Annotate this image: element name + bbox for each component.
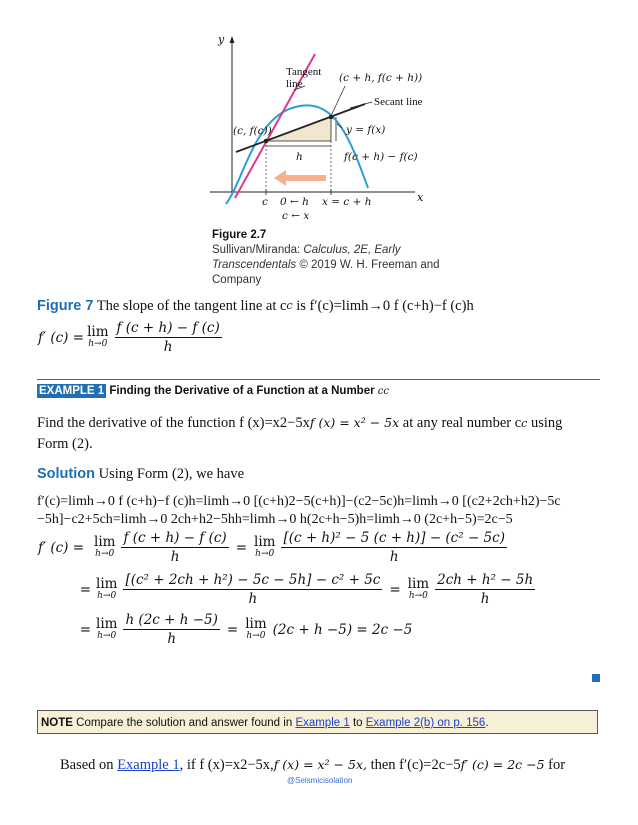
eq-row2 — [38, 572, 538, 607]
watermark: @Seismicisolation — [287, 776, 353, 785]
solution-plain-line2: −5h]−c2+5ch=limh→0 2ch+h2−5hh=limh→0 h(2c+h−5)h=limh→0 (2c+h−5)=2c−5 — [37, 512, 513, 527]
point-c-fc — [264, 139, 269, 144]
note-text3: . — [485, 717, 489, 729]
eq-row2-eq: = — [79, 581, 91, 598]
eq0-lim — [87, 326, 108, 349]
eq-row1 — [38, 530, 510, 565]
tangent-label-line1: Tangent — [286, 66, 322, 78]
eq-sign: = — [389, 581, 401, 598]
eq-row1-frac1 — [121, 530, 228, 565]
lim-sub: h→0 — [408, 590, 428, 601]
solution-label: Solution — [37, 466, 95, 482]
solution-plain-line1: f′(c)=limh→0 f (c+h)−f (c)h=limh→0 [(c+h)2−5(c+h)]−(c2−5c)h=limh→0 [(c2+2ch+h2)−5c — [37, 494, 561, 509]
solution-plain-text — [37, 493, 561, 529]
eq-row3 — [38, 612, 412, 647]
lim-word: lim — [254, 534, 276, 551]
note-label: NOTE — [41, 717, 73, 729]
example-title: Finding the Derivative of a Function at a Number — [109, 385, 378, 397]
eq-row2-lim1 — [96, 578, 117, 601]
eq-row1-num2: [(c + h)² − 5 (c + h)] − (c² − 5c) — [283, 530, 505, 546]
eq-row1-lim1 — [94, 536, 115, 559]
tangent-label-line2: line — [286, 78, 303, 90]
lim-sub: h→0 — [246, 630, 266, 641]
eq-row1-den1: h — [170, 549, 180, 565]
example-title-c2: c — [383, 386, 389, 397]
lim-sub: h→0 — [255, 548, 275, 559]
example-badge: EXAMPLE 1 — [39, 385, 105, 397]
end-of-example-square — [592, 674, 600, 682]
note-text2: to — [349, 717, 366, 729]
caption-title: Figure 2.7 — [212, 229, 267, 241]
eq-row2-den1: h — [248, 591, 258, 607]
note-link-example1[interactable]: Example 1 — [295, 717, 350, 729]
eq-row3-eq: = — [79, 621, 91, 638]
y-axis-arrow — [230, 36, 235, 43]
point1-label: (c, f(c)) — [233, 125, 272, 137]
lim-word: lim — [245, 616, 267, 633]
eq-row1-num1: f (c + h) − f (c) — [123, 530, 227, 546]
lim-sub: h→0 — [97, 630, 117, 641]
rise-label: f(c + h) − f(c) — [344, 151, 418, 163]
problem-c: c — [521, 417, 528, 430]
eq-row2-lim2 — [408, 578, 429, 601]
figure7-label: Figure 7 — [37, 298, 94, 314]
eq-row2-num1: [(c² + 2ch + h²) − 5c − 5h] − c² + 5c — [125, 572, 381, 588]
tick-arrow1-label: 0 ← h — [280, 196, 309, 208]
note-text1: Compare the solution and answer found in — [72, 717, 296, 729]
eq0-lim-sub: h→0 — [88, 338, 108, 349]
eq-row3-num1: h (2c + h −5) — [125, 612, 218, 628]
secant-label: Secant line — [374, 96, 423, 108]
lim-word: lim — [96, 576, 118, 593]
bottom-text1: Based on — [60, 757, 118, 773]
eq-row1-den2: h — [389, 549, 399, 565]
eq-row3-frac1 — [123, 612, 219, 647]
bottom-paragraph — [60, 757, 565, 774]
eq-sign: = — [226, 621, 239, 638]
leader-secant — [350, 102, 372, 108]
eq0-den: h — [163, 339, 173, 355]
eq-row3-lim2 — [245, 618, 266, 641]
bottom-text3: then f′(c)=2c−5 — [366, 757, 461, 773]
caption-author: Sullivan/Miranda: — [212, 244, 304, 256]
point2-label: (c + h, f(c + h)) — [339, 72, 423, 84]
eq-sign: = — [235, 539, 247, 556]
h-label: h — [296, 151, 303, 163]
figure7-text: The slope of the tangent line at c — [93, 298, 287, 314]
tick-c-label: c — [262, 196, 268, 208]
example-heading — [37, 385, 389, 397]
eq0-frac — [115, 320, 222, 355]
lim-sub: h→0 — [97, 590, 117, 601]
tangent-label — [286, 66, 321, 90]
axis-y-label: y — [218, 33, 225, 46]
problem-line1 — [37, 413, 602, 434]
eq-row2-num2: 2ch + h² − 5h — [437, 572, 534, 588]
lim-word: lim — [94, 534, 116, 551]
figure-caption — [212, 228, 452, 288]
example-title-c: c — [377, 386, 384, 397]
figure7-paragraph — [37, 298, 474, 315]
lim-word: lim — [407, 576, 430, 593]
bottom-text4: for — [544, 757, 566, 773]
problem-text-b: at any real number c — [399, 415, 522, 431]
eq0-lim-word: lim — [87, 324, 109, 341]
caption-line1 — [212, 243, 452, 258]
eq-row2-frac2 — [435, 572, 535, 607]
note-box — [37, 710, 598, 734]
solution-heading — [37, 466, 244, 483]
lim-sub: h→0 — [95, 548, 115, 559]
bottom-math1: f (x) = x² − 5x, — [273, 757, 367, 772]
note-link-example2b[interactable]: Example 2(b) on p. 156 — [365, 717, 486, 729]
problem-math: f (x) = x² − 5x — [309, 415, 400, 430]
bottom-link-example1[interactable]: Example 1 — [117, 757, 180, 773]
eq-row2-den2: h — [480, 591, 490, 607]
eq-row3-den1: h — [167, 631, 177, 647]
eq0-num: f (c + h) − f (c) — [116, 320, 220, 336]
example-divider — [37, 379, 600, 380]
bottom-text2: , if f (x)=x2−5x, — [179, 757, 274, 773]
lim-word: lim — [96, 616, 118, 633]
axis-x-label: x — [417, 191, 424, 204]
figure7-text2: is f′(c)=limh→0 f (c+h)−f (c)h — [292, 298, 474, 314]
eq-row2-frac1 — [123, 572, 382, 607]
caption-book-cont: Transcendentals — [212, 259, 297, 271]
eq0-lhs: f′ (c) = — [38, 329, 85, 346]
bottom-math2: f′ (c) = 2c −5 — [460, 757, 545, 772]
h-to-zero-arrow — [274, 170, 326, 186]
figure7-c: c — [286, 299, 293, 312]
curve-label: y = f(x) — [346, 124, 386, 136]
eq-row1-lim2 — [254, 536, 275, 559]
problem-text-a: Find the derivative of the function f (x)=x2−5x — [37, 415, 310, 431]
eq-row1-lhs: f′ (c) = — [38, 539, 85, 556]
caption-copyright: © 2019 W. H. Freeman and — [296, 259, 440, 271]
eq-row3-expr: (2c + h −5) = 2c −5 — [272, 621, 413, 638]
eq0 — [38, 320, 225, 355]
tick-arrow2-label: c ← x — [282, 210, 310, 222]
eq-row3-lim1 — [96, 618, 117, 641]
problem-text-c: using — [527, 415, 563, 431]
caption-line3: Company — [212, 274, 262, 286]
caption-line2 — [212, 258, 452, 273]
tick-ch-label: x = c + h — [322, 196, 372, 208]
solution-text: Using Form (2), we have — [95, 466, 245, 482]
problem-line2: Form (2). — [37, 436, 93, 452]
caption-book: Calculus, 2E, Early — [303, 244, 401, 256]
problem-statement — [37, 413, 602, 454]
eq-row1-frac2 — [281, 530, 507, 565]
